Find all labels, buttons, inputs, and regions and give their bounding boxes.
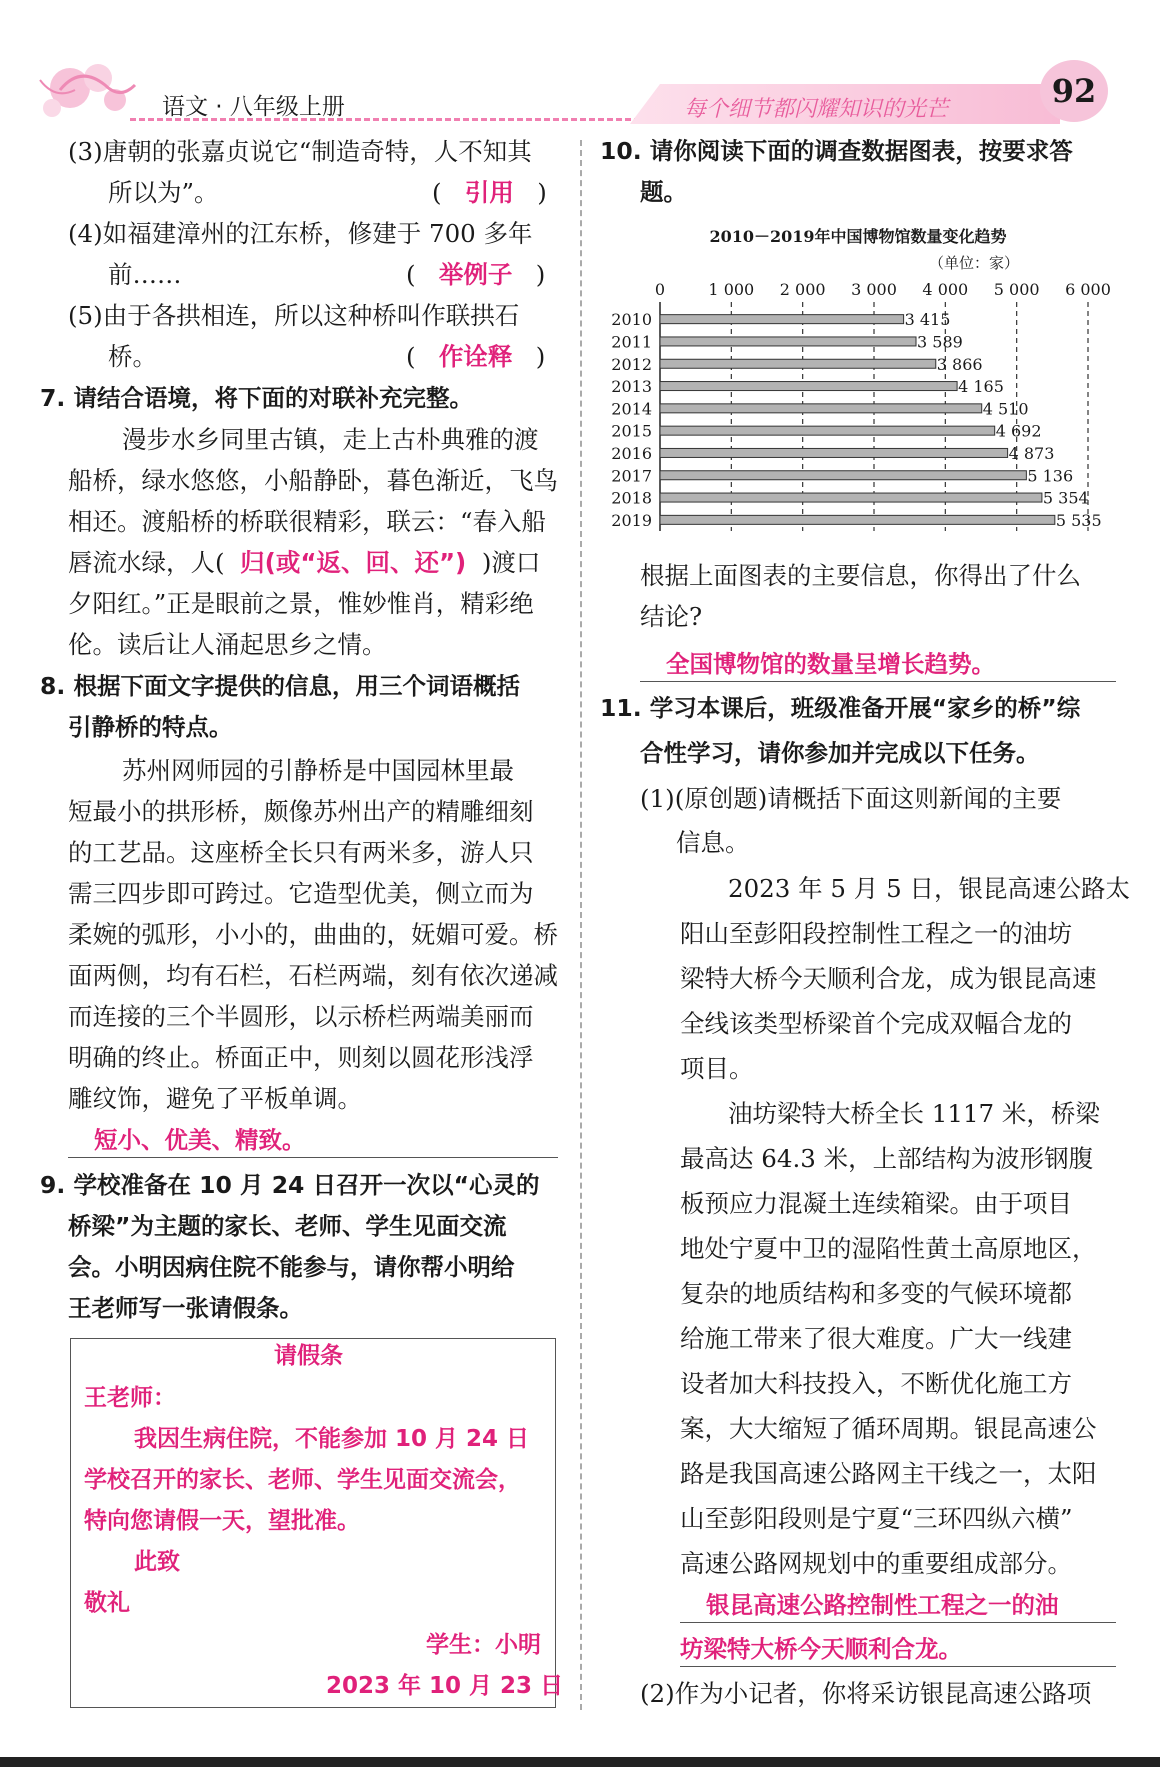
q7-para-line2: 船桥，绿水悠悠，小船静卧，暮色渐近，飞鸟	[68, 466, 558, 495]
q7-couplet-post: )渡口	[481, 548, 541, 577]
q8-para-line: 柔婉的弧形，小小的，曲曲的，妩媚可爱。桥	[68, 920, 558, 949]
chart-value-label: 5 136	[1027, 466, 1074, 486]
news-line: 梁特大桥今天顺利合龙，成为银昆高速	[680, 964, 1097, 993]
q7-couplet-pre: 唇流水绿，人(	[68, 548, 225, 577]
q6-item4-answer: 举例子	[438, 260, 513, 289]
chart-bar	[660, 337, 916, 346]
q11-title-line1: 11. 学习本课后，班级准备开展“家乡的桥”综	[600, 694, 1081, 722]
q9-title-line1: 9. 学校准备在 10 月 24 日召开一次以“心灵的	[40, 1171, 540, 1199]
q6-item4-answer-slot: ( 举例子 )	[406, 260, 546, 289]
leave-note-closing2: 敬礼	[84, 1590, 130, 1616]
q9-title-line3: 会。小明因病住院不能参与，请你帮小明给	[68, 1253, 515, 1281]
q8-para-line: 的工艺品。这座桥全长只有两米多，游人只	[68, 838, 534, 867]
q8-para-line: 短最小的拱形桥，颇像苏州出产的精雕细刻	[68, 797, 534, 826]
chart-category-label: 2018	[611, 488, 652, 508]
chart-xtick-label: 1 000	[708, 280, 755, 299]
news-line: 油坊梁特大桥全长 1117 米，桥梁	[728, 1099, 1100, 1128]
news-line: 全线该类型桥梁首个完成双幅合龙的	[680, 1009, 1072, 1038]
news-line: 最高达 64.3 米，上部结构为波形钢腹	[680, 1144, 1094, 1173]
q6-item4-line2: 前……	[108, 260, 182, 289]
chart-category-label: 2012	[611, 354, 652, 374]
chart-bar	[660, 382, 957, 391]
q6-item3-line2: 所以为”。	[108, 178, 219, 207]
chart-title: 2010－2019年中国博物馆数量变化趋势	[709, 227, 1007, 246]
header-slogan: 每个细节都闪耀知识的光芒	[684, 97, 949, 122]
q6-item5-line1: (5)由于各拱相连，所以这种桥叫作联拱石	[68, 301, 520, 330]
q7-para-line1: 漫步水乡同里古镇，走上古朴典雅的渡	[122, 425, 539, 454]
q8-title-line1: 8. 根据下面文字提供的信息，用三个词语概括	[40, 672, 520, 700]
q11-sub2-line: (2)作为小记者，你将采访银昆高速公路项	[640, 1679, 1092, 1708]
q11-answer-line1: 银昆高速公路控制性工程之一的油	[706, 1591, 1059, 1619]
q10-question-line1: 根据上面图表的主要信息，你得出了什么	[640, 561, 1081, 590]
q6-item5-line2: 桥。	[108, 342, 157, 371]
chart-bar	[660, 315, 904, 324]
chart-category-label: 2014	[611, 399, 652, 419]
news-line: 板预应力混凝土连续箱梁。由于项目	[680, 1189, 1072, 1218]
news-line: 给施工带来了很大难度。广大一线建	[680, 1324, 1072, 1353]
q6-item5-answer: 作诠释	[438, 342, 513, 371]
book-title: 语文 · 八年级上册	[162, 94, 345, 120]
news-line: 阳山至彭阳段控制性工程之一的油坊	[680, 919, 1072, 948]
chart-value-label: 5 535	[1055, 510, 1102, 530]
q10-answer: 全国博物馆的数量呈增长趋势。	[666, 650, 995, 678]
leave-note-date: 2023 年 10 月 23 日	[326, 1673, 564, 1699]
chart-category-label: 2017	[611, 466, 652, 486]
chart-bar	[660, 493, 1042, 502]
q11-answer-line2: 坊梁特大桥今天顺利合龙。	[680, 1635, 962, 1663]
chart-bar	[660, 404, 982, 413]
q8-para-line: 明确的终止。桥面正中，则刻以圆花形浅浮	[68, 1043, 534, 1072]
chart-xtick-label: 6 000	[1065, 280, 1111, 299]
q6-item3-answer: 引用	[464, 178, 514, 207]
q6-item4-line1: (4)如福建漳州的江东桥，修建于 700 多年	[68, 219, 533, 248]
news-line: 山至彭阳段则是宁夏“三环四纵六横”	[680, 1504, 1073, 1533]
chart-bar	[660, 515, 1055, 524]
chart-bar	[660, 426, 995, 435]
q8-answer-line	[68, 1157, 558, 1158]
chart-category-label: 2019	[611, 510, 652, 530]
chart-unit-label: （单位：家）	[928, 254, 1020, 272]
museum-count-chart	[596, 222, 1130, 544]
q8-title-line2: 引静桥的特点。	[68, 713, 233, 741]
q11-title-line2: 合性学习，请你参加并完成以下任务。	[640, 739, 1040, 767]
leave-note-greeting: 王老师：	[84, 1385, 176, 1411]
q7-para-line6: 伦。读后让人涌起思乡之情。	[68, 630, 387, 659]
news-line: 复杂的地质结构和多变的气候环境都	[680, 1279, 1072, 1308]
leave-note-body-line: 学校召开的家长、老师、学生见面交流会，	[84, 1467, 521, 1493]
q8-para-line: 雕纹饰，避免了平板单调。	[68, 1084, 362, 1113]
q11-sub1-line2: 信息。	[676, 828, 750, 857]
q8-para-line: 需三四步即可跨过。它造型优美，侧立而为	[68, 879, 534, 908]
chart-category-label: 2015	[611, 421, 652, 441]
q6-item5-answer-slot: ( 作诠释 )	[406, 342, 546, 371]
q8-para-line: 而连接的三个半圆形，以示桥栏两端美丽而	[68, 1002, 534, 1031]
chart-xtick-label: 3 000	[851, 280, 897, 299]
q7-title: 7. 请结合语境，将下面的对联补充完整。	[40, 384, 473, 412]
q8-para-line: 面两侧，均有石栏，石栏两端，刻有依次递减	[68, 961, 558, 990]
q6-item3-answer-slot: ( 引用 )	[432, 178, 547, 207]
flower-ornament-icon	[30, 50, 140, 125]
chart-value-label: 4 165	[958, 377, 1004, 397]
chart-category-label: 2011	[611, 332, 652, 352]
leave-note-body-line: 我因生病住院，不能参加 10 月 24 日	[134, 1426, 530, 1452]
q9-title-line4: 王老师写一张请假条。	[68, 1294, 303, 1322]
chart-xtick-label: 5 000	[993, 280, 1040, 299]
q7-para-line5: 夕阳红。”正是眼前之景，惟妙惟肖，精彩绝	[68, 589, 534, 618]
chart-xtick-label: 4 000	[922, 280, 969, 299]
chart-value-label: 4 692	[995, 421, 1042, 441]
leave-note-body-line: 特向您请假一天，望批准。	[84, 1508, 360, 1534]
q10-title-line2: 题。	[640, 178, 687, 206]
q11-answer-underline1	[680, 1622, 1116, 1623]
chart-category-label: 2013	[611, 377, 652, 397]
q11-answer-underline2	[680, 1666, 1116, 1667]
chart-bar	[660, 359, 936, 368]
chart-value-label: 5 354	[1042, 488, 1089, 508]
chart-value-label: 4 873	[1008, 443, 1055, 463]
q8-answer: 短小、优美、精致。	[94, 1126, 306, 1154]
news-line: 2023 年 5 月 5 日，银昆高速公路太	[728, 874, 1130, 903]
header-dashed-rule	[130, 118, 640, 121]
news-line: 高速公路网规划中的重要组成部分。	[680, 1549, 1072, 1578]
news-line: 设者加大科技投入，不断优化施工方	[680, 1369, 1072, 1398]
chart-xtick-label: 0	[654, 280, 666, 299]
news-line: 地处宁夏中卫的湿陷性黄土高原地区，	[680, 1234, 1097, 1263]
q10-title-line1: 10. 请你阅读下面的调查数据图表，按要求答	[600, 137, 1073, 165]
q7-para-line4	[68, 542, 540, 583]
q6-item3-line1: (3)唐朝的张嘉贞说它“制造奇特，人不知其	[68, 137, 532, 166]
q7-answer: 归(或“返、回、还”)	[240, 548, 467, 577]
chart-bar	[660, 448, 1008, 457]
chart-value-label: 3 415	[904, 310, 951, 330]
chart-value-label: 3 866	[936, 354, 983, 374]
q11-sub1-line1: (1)(原创题)请概括下面这则新闻的主要	[640, 784, 1062, 813]
page-number: 92	[1040, 60, 1108, 122]
leave-note-title: 请假条	[274, 1343, 343, 1369]
column-divider	[580, 140, 582, 1710]
news-line: 路是我国高速公路网主干线之一，太阳	[680, 1459, 1097, 1488]
leave-note-closing1: 此致	[134, 1549, 180, 1575]
news-line: 项目。	[680, 1054, 754, 1083]
q9-title-line2: 桥梁”为主题的家长、老师、学生见面交流	[68, 1212, 507, 1240]
q8-para-line: 苏州网师园的引静桥是中国园林里最	[122, 756, 514, 785]
q7-para-line3: 相还。渡船桥的桥联很精彩，联云：“春入船	[68, 507, 547, 536]
chart-xtick-label: 2 000	[779, 280, 826, 299]
chart-value-label: 4 510	[982, 399, 1029, 419]
chart-bar	[660, 471, 1026, 480]
news-line: 案，大大缩短了循环周期。银昆高速公	[680, 1414, 1097, 1443]
chart-value-label: 3 589	[917, 332, 963, 352]
q10-question-line2: 结论?	[640, 602, 703, 631]
q10-answer-line	[640, 681, 1116, 682]
page-bottom-bar	[0, 1757, 1160, 1767]
chart-category-label: 2016	[611, 443, 652, 463]
leave-note-signer: 学生：小明	[426, 1632, 541, 1658]
chart-category-label: 2010	[611, 310, 652, 330]
